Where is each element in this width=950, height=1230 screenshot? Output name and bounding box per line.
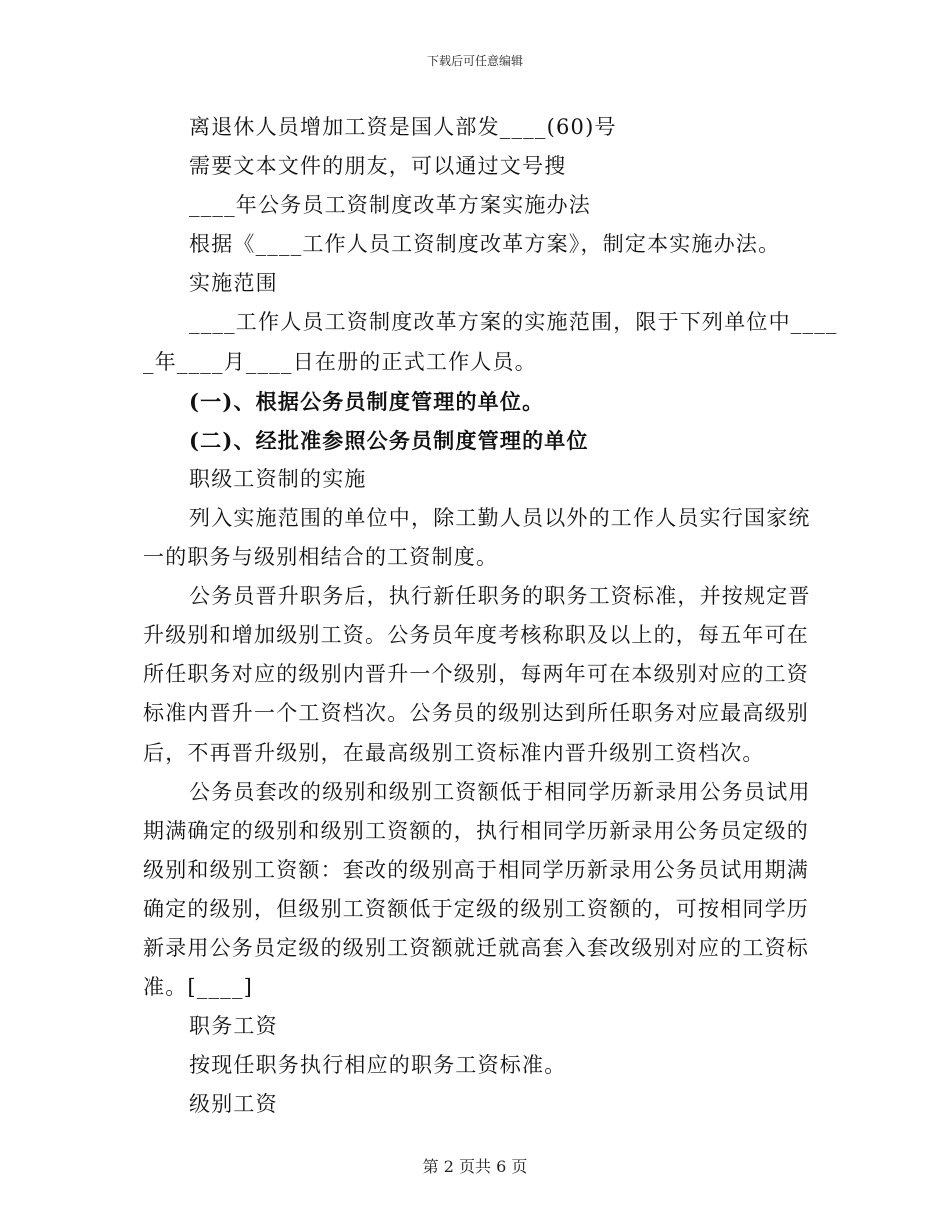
text-line: 公务员晋升职务后，执行新任职务的职务工资标准，并按规定晋: [189, 584, 811, 609]
page-header: 下载后可任意编辑: [426, 54, 523, 68]
text-line: 按现任职务执行相应的职务工资标准。: [189, 1053, 567, 1078]
page-footer: 第 2 页共 6 页: [422, 1157, 528, 1176]
text-line: 离退休人员增加工资是国人部发____(60)号: [189, 115, 617, 139]
text-line: 一的职务与级别相结合的工资制度。: [143, 545, 499, 570]
text-line: 职级工资制的实施: [189, 466, 367, 491]
bold-text-line: (一)、根据公务员制度管理的单位。: [189, 388, 545, 414]
bold-text-line: (二)、经批准参照公务员制度管理的单位: [189, 427, 589, 453]
text-line: 准。[____]: [143, 975, 253, 1000]
text-line: 职务工资: [189, 1014, 278, 1039]
text-line: 标准内晋升一个工资档次。公务员的级别达到所任职务对应最高级别: [143, 701, 809, 726]
text-line: 新录用公务员定级的级别工资额就迁就高套入套改级别对应的工资标: [143, 935, 809, 960]
text-line: 确定的级别，但级别工资额低于定级的级别工资额的，可按相同学历: [143, 896, 809, 921]
text-line: 列入实施范围的单位中，除工勤人员以外的工作人员实行国家统: [189, 505, 811, 530]
text-line: 所任职务对应的级别内晋升一个级别，每两年可在本级别对应的工资: [143, 662, 809, 687]
text-line: 升级别和增加级别工资。公务员年度考核称职及以上的，每五年可在: [143, 623, 809, 648]
text-line: ____年公务员工资制度改革方案实施办法: [189, 193, 591, 218]
text-line: 实施范围: [189, 271, 278, 296]
text-line: _年____月____日在册的正式工作人员。: [143, 349, 537, 374]
document-body: [143, 108, 838, 1124]
text-line: ____工作人员工资制度改革方案的实施范围，限于下列单位中____: [189, 310, 838, 335]
text-line: 需要文本文件的朋友，可以通过文号搜: [189, 154, 567, 179]
text-line: 期满确定的级别和级别工资额的，执行相同学历新录用公务员定级的: [143, 818, 809, 843]
text-line: 公务员套改的级别和级别工资额低于相同学历新录用公务员试用: [189, 779, 811, 804]
text-line: 根据《____工作人员工资制度改革方案》，制定本实施办法。: [189, 232, 781, 257]
text-line: 级别工资: [189, 1092, 278, 1117]
text-line: 后，不再晋升级别，在最高级别工资标准内晋升级别工资档次。: [143, 740, 765, 765]
text-line: 级别和级别工资额：套改的级别高于相同学历新录用公务员试用期满: [143, 857, 809, 882]
